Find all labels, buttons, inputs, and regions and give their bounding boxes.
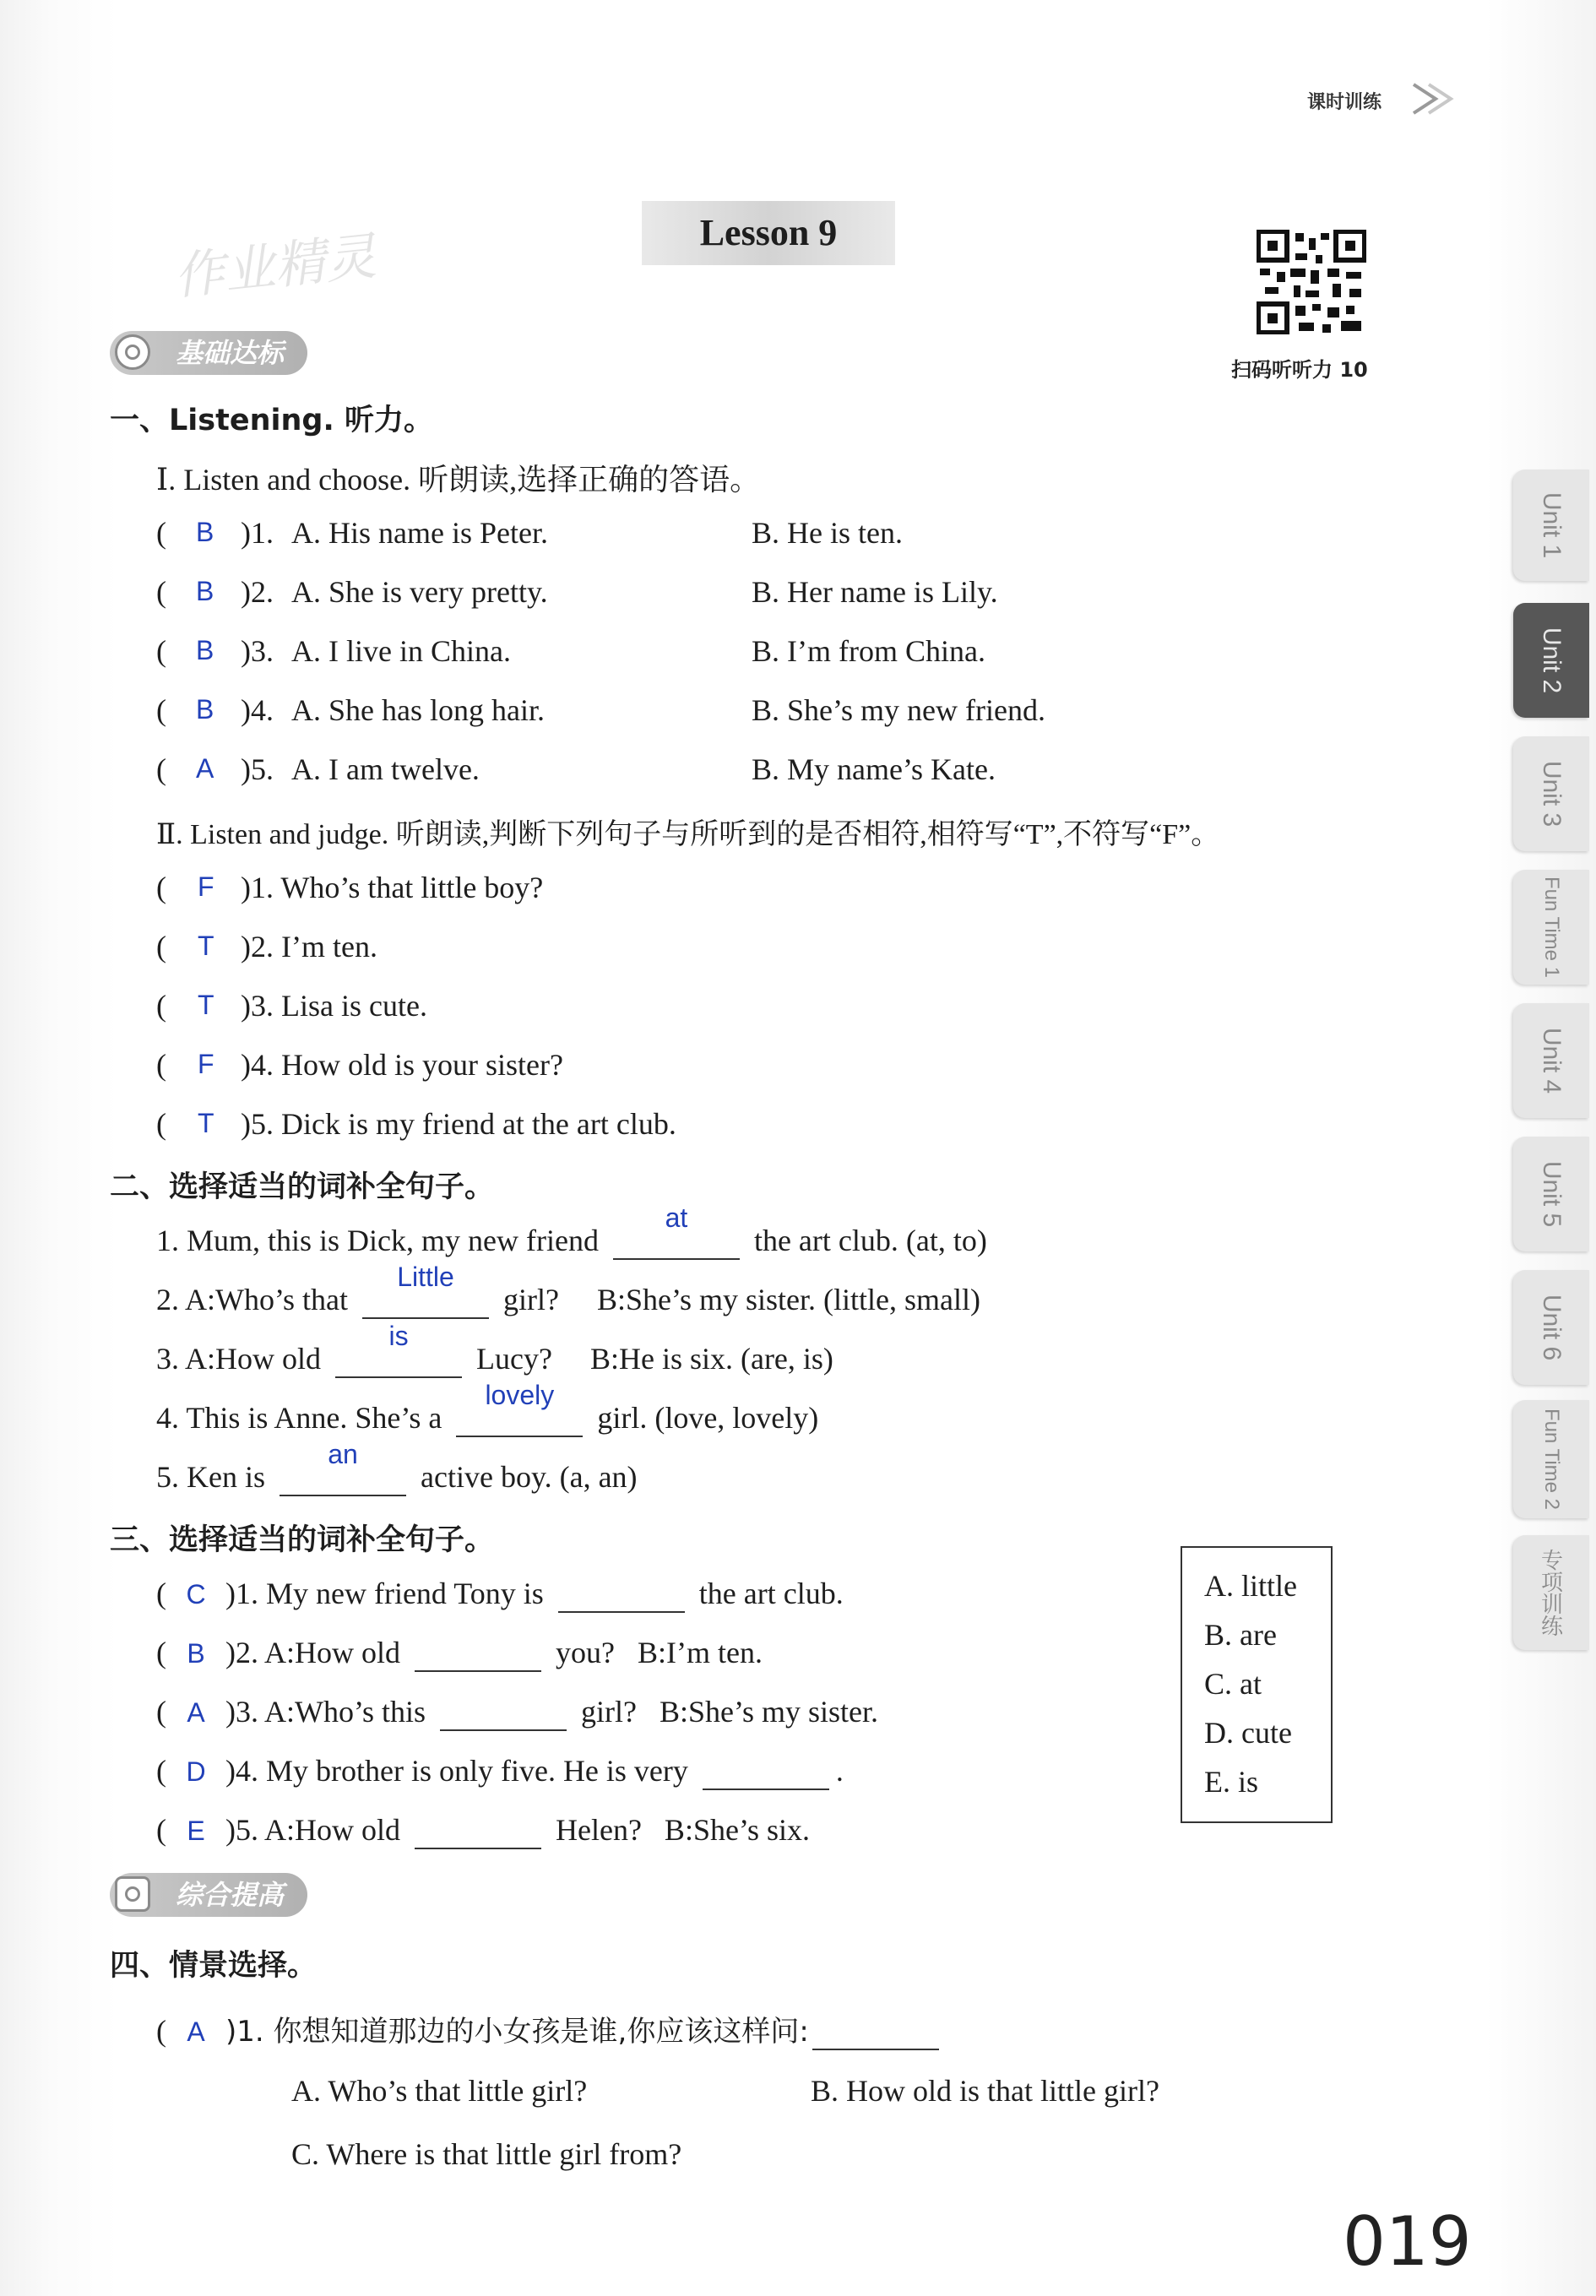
- tab-unit-2[interactable]: Unit 2: [1513, 603, 1589, 718]
- qr-code-icon: [1257, 230, 1366, 339]
- lesson-title: Lesson 9: [699, 212, 838, 253]
- tab-unit-5[interactable]: Unit 5: [1513, 1137, 1589, 1251]
- answer-blank[interactable]: an: [280, 1459, 406, 1496]
- tab-fun-time-2[interactable]: Fun Time 2: [1513, 1400, 1589, 1518]
- book-icon: [115, 1876, 150, 1912]
- answer: B: [187, 1638, 205, 1669]
- tab-unit-6[interactable]: Unit 6: [1513, 1270, 1589, 1385]
- answer: F: [198, 871, 214, 902]
- option-c: C. Where is that little girl from?: [291, 2137, 682, 2171]
- fill-in-item: 2. A:Who’s that Little girl? B:She’s my sister. (little, small): [156, 1282, 980, 1319]
- answer-blank[interactable]: [558, 1576, 685, 1613]
- word-bank-box: [1181, 1546, 1333, 1823]
- answer: A: [196, 753, 214, 784]
- section-2-heading: 二、选择适当的词补全句子。: [110, 1170, 495, 1204]
- option-a: A. Who’s that little girl?: [291, 2074, 588, 2108]
- choice-item: ( B )2. A:How old you? B:I’m ten.: [156, 1635, 763, 1672]
- fill-in-item: 5. Ken is an active boy. (a, an): [156, 1459, 638, 1496]
- answer-blank[interactable]: lovely: [456, 1400, 583, 1437]
- answer: B: [196, 694, 214, 725]
- word-option: E. is: [1204, 1765, 1259, 1799]
- answer: A: [187, 1697, 205, 1728]
- choice-item: ( C )1. My new friend Tony is the art club.: [156, 1576, 844, 1613]
- answer-blank[interactable]: [415, 1635, 541, 1672]
- answer: A: [187, 2016, 205, 2047]
- answer: T: [198, 990, 214, 1020]
- qr-caption: 扫码听听力 10: [1231, 358, 1368, 382]
- target-icon: [115, 334, 150, 370]
- word-option: C. at: [1204, 1667, 1262, 1701]
- answer: B: [196, 517, 214, 547]
- answer: E: [187, 1816, 205, 1846]
- answer-blank[interactable]: Little: [362, 1282, 489, 1319]
- tab-unit-3[interactable]: Unit 3: [1513, 736, 1589, 851]
- answer: B: [196, 576, 214, 606]
- tab-unit-1[interactable]: Unit 1: [1513, 470, 1589, 581]
- scenario-question: ( A )1. 你想知道那边的小女孩是谁,你应该这样问:: [156, 2008, 939, 2050]
- part-i-heading: Ⅰ. Listen and choose. 听朗读,选择正确的答语。: [156, 463, 761, 497]
- answer-blank[interactable]: is: [335, 1341, 462, 1378]
- workbook-page: 课时训练 作业精灵 Lesson 9 扫码听听力 10 Unit 1 Unit 2 Unit 3 Fun Time 1 Unit 4 Unit 5 Unit 6 Fun Time 2 专项训练 基础达标 一、Listening. 听力。 Ⅰ. Listen and choose. 听朗读,选择正确的答语。 ( B )1. A. His name is Peter. B. He is ten. ( B )2. A. She is very pretty. B. Her name is Lily. ( B )3. A. I live in China. B. I’m from China. ( B )4. A. She has long hair. B. She’s my new friend. ( A )5. A. I am twelve. B. My name’s Kate. Ⅱ. Listen and judge. 听朗读,判断下列句子与所听到的是否相符,相符写“T”,不符写“F”。 ( F )1. Who’s that little boy? ( T )2. I’m ten. ( T )3. Lisa is cute. ( F )4. How old is your sister? ( T )5. Dick is my friend at the art club. 二、选择适当的词补全句子。 1. Mum, this is Dick, my new friend at the art club. (at, to) 2. A:Who’s that Little girl? B:She’s my sister. (little, small) 3. A:How old is Lucy? B:He is six. (are, is) 4. This is Anne. She’s a lovely girl. (love, lovely) 5. Ken is an active boy. (a, an) 三、选择适当的词补全句子。 ( C )1. My new friend Tony is the art club. ( B )2. A:How old you? B:I’m ten. ( A )3. A:Who’s this girl? B:She’s my sister. ( D )4. My brother is only five. He is very . ( E )5. A:How old Helen? B:She’s six. A. little B. are C. at D. cute E. is 综合提高 四、情景选择。 ( A )1. 你想知道那边的小女孩是谁,你应该这样问: A. Who’s that little girl? B. How old is that little girl? C. Where is that little girl from? 019: [0, 0, 1596, 2296]
- choice-item: ( A )3. A:Who’s this girl? B:She’s my sister.: [156, 1694, 878, 1731]
- word-option: D. cute: [1204, 1716, 1292, 1750]
- section-badge-basic: 基础达标: [110, 331, 307, 375]
- word-option: A. little: [1204, 1569, 1297, 1603]
- header-label: 课时训练: [1307, 92, 1382, 113]
- part-ii-heading: Ⅱ. Listen and judge. 听朗读,判断下列句子与所听到的是否相符,相符写“T”,不符写“F”。: [156, 819, 1220, 850]
- answer-blank[interactable]: [415, 1812, 541, 1849]
- word-option: B. are: [1204, 1618, 1277, 1652]
- answer-blank[interactable]: [703, 1753, 829, 1790]
- answer: F: [198, 1049, 214, 1079]
- answer-blank[interactable]: [812, 2013, 939, 2050]
- answer: B: [196, 635, 214, 665]
- choice-item: ( D )4. My brother is only five. He is very .: [156, 1753, 844, 1790]
- fill-in-item: 3. A:How old is Lucy? B:He is six. (are, is): [156, 1341, 833, 1378]
- answer: T: [198, 931, 214, 961]
- section-3-heading: 三、选择适当的词补全句子。: [110, 1523, 495, 1557]
- answer: T: [198, 1108, 214, 1138]
- tab-special-training[interactable]: 专项训练: [1513, 1535, 1589, 1650]
- option-b: B. How old is that little girl?: [811, 2074, 1159, 2108]
- tab-fun-time-1[interactable]: Fun Time 1: [1513, 870, 1589, 985]
- answer: C: [186, 1579, 206, 1609]
- watermark: 作业精灵: [171, 226, 379, 307]
- section-4-heading: 四、情景选择。: [110, 1949, 318, 1983]
- answer-blank[interactable]: [440, 1694, 567, 1731]
- page-number: 019: [1343, 2202, 1472, 2281]
- fill-in-item: 4. This is Anne. She’s a lovely girl. (love, lovely): [156, 1400, 818, 1437]
- chevron-right-icon: [1410, 81, 1458, 121]
- answer: D: [186, 1756, 206, 1787]
- section-1-heading: 一、Listening. 听力。: [110, 404, 433, 437]
- choice-item: ( E )5. A:How old Helen? B:She’s six.: [156, 1812, 810, 1849]
- section-badge-advanced: 综合提高: [110, 1873, 307, 1917]
- answer-blank[interactable]: at: [613, 1223, 740, 1260]
- fill-in-item: 1. Mum, this is Dick, my new friend at the art club. (at, to): [156, 1223, 987, 1260]
- tab-unit-4[interactable]: Unit 4: [1513, 1003, 1589, 1118]
